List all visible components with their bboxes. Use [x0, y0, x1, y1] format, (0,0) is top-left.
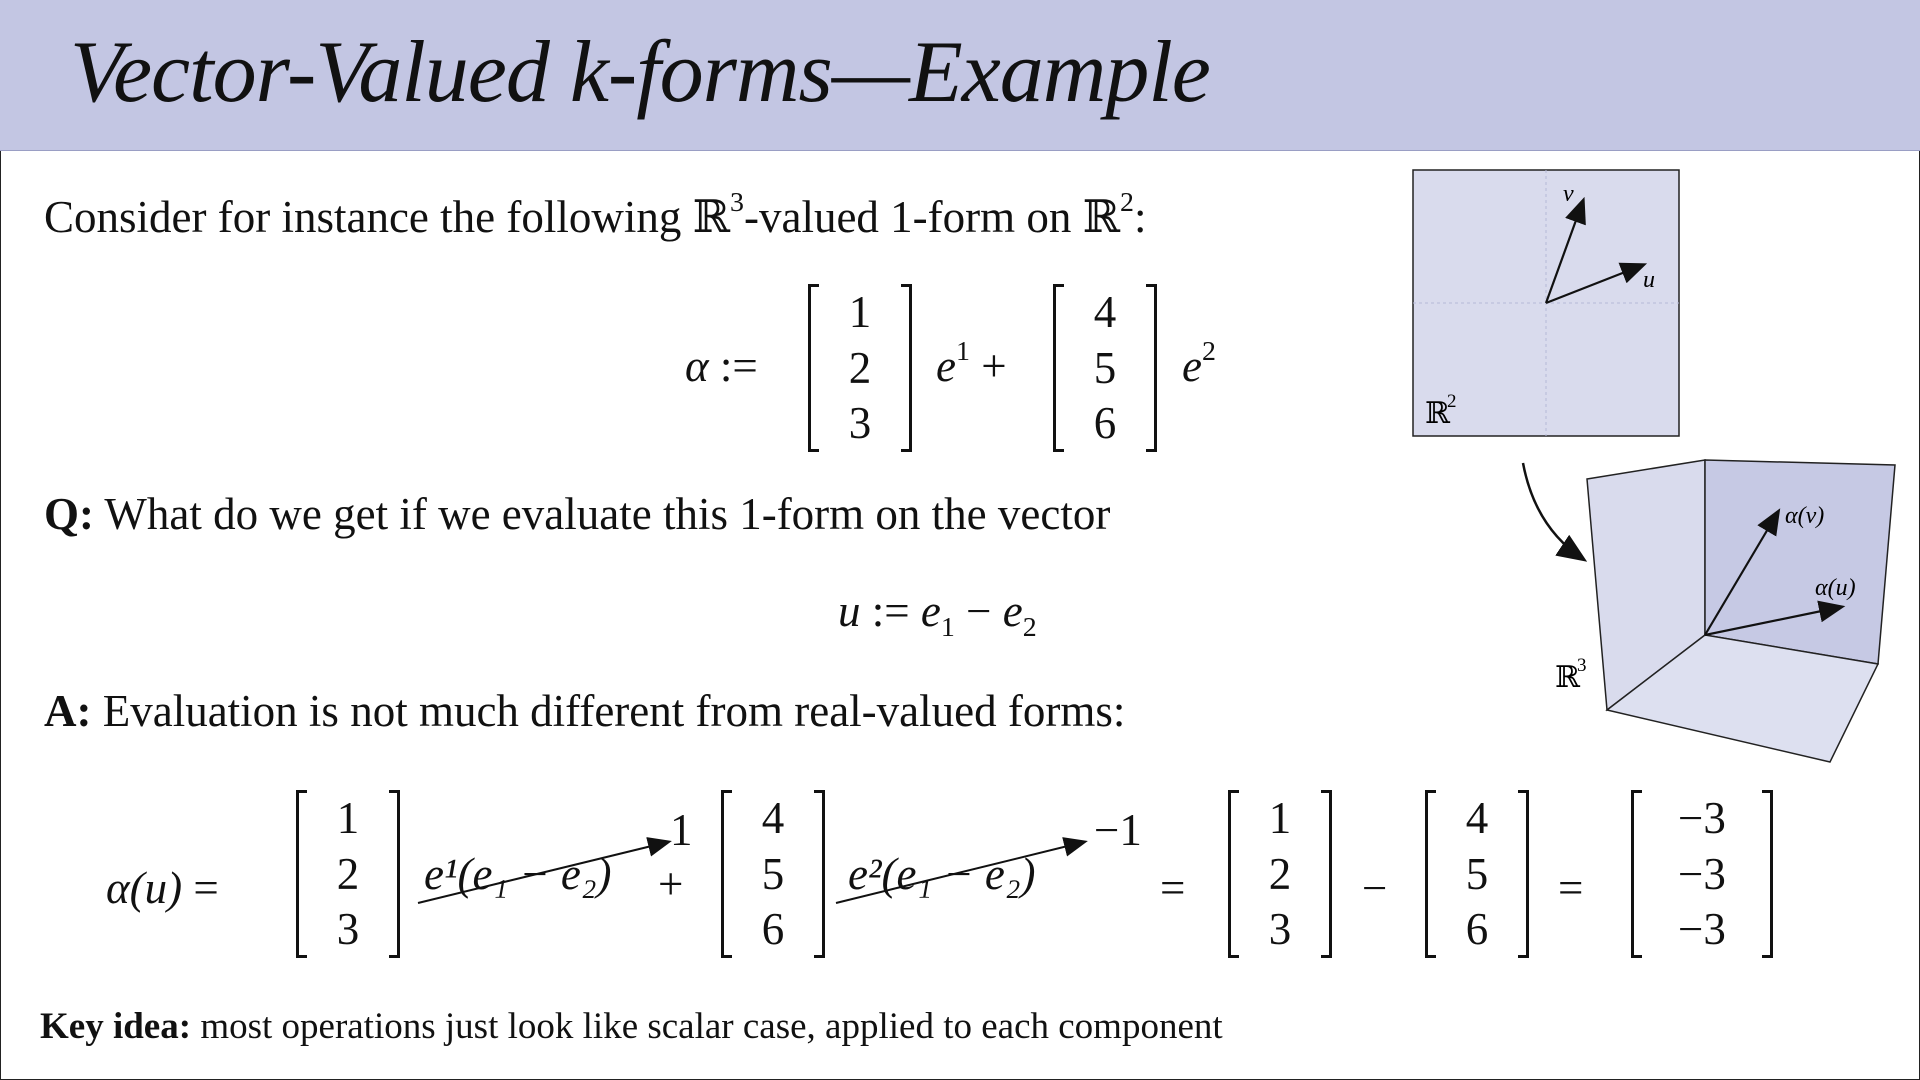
matrix-entry: 4 [1093, 287, 1117, 337]
matrix-entry: −3 [1678, 793, 1726, 843]
domain-symbol: ℝ [1082, 192, 1121, 242]
alpha-vector-1 [808, 284, 912, 452]
alpha-def-lhs: α := [685, 341, 758, 391]
cancel-arrow-1 [410, 820, 700, 920]
r3-figure [1545, 455, 1905, 775]
r3-space-label: ℝ [1555, 661, 1580, 694]
matrix-entry: 1 [1268, 793, 1292, 843]
alpha-u-label: α(u) [1815, 575, 1856, 601]
matrix-entry: 3 [1268, 904, 1292, 954]
intro-mid: -valued 1-form on [743, 192, 1083, 242]
answer [44, 685, 1125, 737]
eval-term-2-result: −1 [1094, 805, 1142, 855]
key-idea-label: Key idea: [40, 1006, 192, 1047]
eval-equals-3: = [1558, 863, 1584, 913]
eval-vector-3 [1228, 790, 1332, 958]
r2-space-label: ℝ [1425, 397, 1450, 430]
matrix-entry: −3 [1678, 904, 1726, 954]
matrix-entry: 6 [1465, 904, 1489, 954]
matrix-entry: 3 [848, 398, 872, 448]
intro-line [44, 187, 1147, 243]
matrix-entry: 1 [336, 793, 360, 843]
matrix-entry: 6 [761, 904, 785, 954]
matrix-entry: 5 [1465, 848, 1489, 899]
eval-minus: − [1362, 863, 1388, 913]
alpha-v-label: α(v) [1785, 503, 1825, 529]
matrix-entry: 1 [848, 287, 872, 337]
r3-back-wall [1705, 460, 1895, 664]
question-label: Q: [44, 489, 94, 539]
matrix-entry: 5 [1093, 342, 1117, 393]
matrix-entry: 6 [1093, 398, 1117, 448]
question-text: What do we get if we evaluate this 1-form on the vector [94, 489, 1111, 539]
vector-v-label: v [1563, 181, 1574, 207]
u-definition: u := $e_1 - e_2$ [838, 586, 1037, 643]
eval-term-1-result: 1 [670, 805, 693, 855]
evaluation-lhs: α(u) = [106, 863, 219, 913]
matrix-entry: 3 [336, 904, 360, 954]
field-exponent: 3 [730, 187, 744, 219]
slide-title: Vector-Valued k-forms—Example [70, 24, 1210, 121]
cancel-arrow-2 [832, 820, 1102, 920]
key-idea [40, 1005, 1223, 1048]
eval-term-1: e¹(e₁ − e₂) [424, 849, 612, 899]
matrix-entry: 5 [761, 848, 785, 899]
eval-vector-1 [296, 790, 400, 958]
matrix-entry: −3 [1678, 848, 1726, 899]
question [44, 488, 1110, 540]
alpha-def-basis-1: $e^1$ + [936, 336, 1007, 391]
eval-vector-2 [721, 790, 825, 958]
eval-vector-result [1631, 790, 1773, 958]
eval-term-2: e²(e₁ − e₂) [848, 849, 1036, 899]
intro-end: : [1134, 192, 1147, 242]
r2-space-exponent: 2 [1447, 391, 1457, 412]
r3-space-exponent: 3 [1577, 655, 1587, 676]
intro-lead: Consider for instance the following [44, 192, 693, 242]
r2-figure [1405, 165, 1705, 450]
matrix-entry: 2 [848, 342, 872, 393]
alpha-vector-2 [1053, 284, 1157, 452]
field-symbol: ℝ [692, 192, 731, 242]
matrix-entry: 2 [336, 848, 360, 899]
domain-exponent: 2 [1120, 187, 1134, 219]
matrix-entry: 4 [761, 793, 785, 843]
eval-equals-2: = [1160, 863, 1186, 913]
matrix-entry: 4 [1465, 793, 1489, 843]
eval-vector-4 [1425, 790, 1529, 958]
answer-label: A: [44, 686, 92, 736]
title-bar [0, 0, 1920, 151]
answer-text: Evaluation is not much different from real-valued forms: [91, 686, 1126, 736]
key-idea-text: most operations just look like scalar case, applied to each component [191, 1006, 1223, 1047]
matrix-entry: 2 [1268, 848, 1292, 899]
eval-plus: + [658, 859, 684, 909]
alpha-def-basis-2: $e^2$ [1182, 336, 1216, 391]
vector-u-label: u [1643, 267, 1655, 293]
